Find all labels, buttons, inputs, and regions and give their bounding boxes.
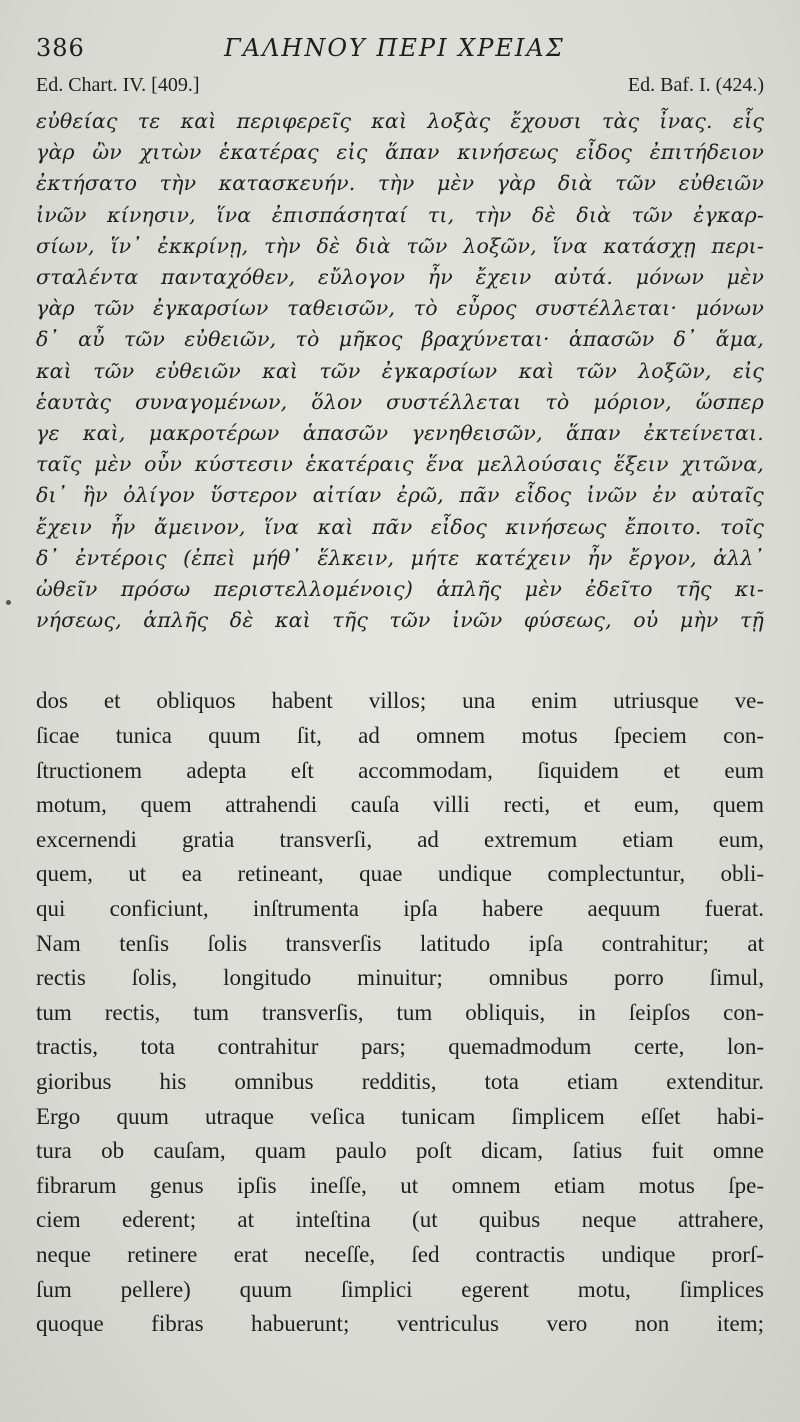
latin-text-block (36, 684, 764, 1341)
page-number: 386 (36, 34, 85, 62)
greek-line: ἐκτήσατο τὴν κατασκευήν. τὴν μὲν γὰρ διὰ τῶν εὐθειῶν (36, 171, 764, 196)
greek-line: ἔχειν ἦν ἄμεινον, ἵνα καὶ πᾶν εἶδος κινήσεως ἔποιτο. τοῖς (36, 514, 764, 539)
greek-line: σίων, ἵν᾽ ἐκκρίνῃ, τὴν δὲ διὰ τῶν λοξῶν, ἵνα κατάσχῃ περι- (36, 233, 764, 258)
greek-line: δ᾽ αὖ τῶν εὐθειῶν, τὸ μῆκος βραχύνεται· ἁπασῶν δ᾽ ἅμα, (36, 327, 764, 352)
running-title: ΓΑΛΗΝΟΥ ΠΕΡΙ ΧΡΕΙΑΣ (224, 34, 565, 62)
edition-left: Ed. Chart. IV. [409.] (36, 74, 200, 96)
latin-line: tum rectis, tum transverſis, tum obliquis, in ſeipſos con- (36, 999, 764, 1025)
latin-line: qui conficiunt, inſtrumenta ipſa habere aequum fuerat. (36, 896, 764, 922)
latin-line: fibrarum genus ipſis ineſſe, ut omnem etiam motus ſpe- (36, 1172, 764, 1198)
greek-line: καὶ τῶν εὐθειῶν καὶ τῶν ἐγκαρσίων καὶ τῶν λοξῶν, εἰς (36, 358, 764, 383)
greek-line: ἰνῶν κίνησιν, ἵνα ἐπισπάσηταί τι, τὴν δὲ διὰ τῶν ἐγκαρ- (36, 202, 764, 227)
latin-line: Nam tenſis ſolis transverſis latitudo ipſa contrahitur; at (36, 930, 764, 956)
latin-line: ciem ederent; at inteſtina (ut quibus neque attrahere, (36, 1207, 764, 1233)
margin-dot (6, 600, 11, 605)
greek-line: ταῖς μὲν οὖν κύστεσιν ἑκατέραις ἕνα μελλούσαις ἕξειν χιτῶνα, (36, 452, 764, 477)
latin-line: Ergo quum utraque veſica tunicam ſimplicem eſſet habi- (36, 1103, 764, 1129)
running-header (36, 34, 764, 68)
greek-line: γὰρ τῶν ἐγκαρσίων ταθεισῶν, τὸ εὖρος συστέλλεται· μόνων (36, 296, 764, 321)
greek-line: γὰρ ὢν χιτὼν ἑκατέρας εἰς ἅπαν κινήσεως εἶδος ἐπιτήδειον (36, 140, 764, 165)
greek-line: ὠθεῖν πρόσω περιστελλομένοις) ἁπλῆς μὲν ἐδεῖτο τῆς κι- (36, 577, 764, 602)
latin-line: rectis ſolis, longitudo minuitur; omnibus porro ſimul, (36, 965, 764, 991)
edition-references (36, 74, 764, 104)
latin-line: ſum pellere) quum ſimplici egerent motu, ſimplices (36, 1276, 764, 1302)
greek-line: εὐθείας τε καὶ περιφερεῖς καὶ λοξὰς ἔχουσι τὰς ἶνας. εἷς (36, 109, 764, 133)
latin-line: tractis, tota contrahitur pars; quemadmodum certe, lon- (36, 1034, 764, 1060)
latin-line: dos et obliquos habent villos; una enim utriusque ve- (36, 688, 764, 714)
greek-line: νήσεως, ἁπλῆς δὲ καὶ τῆς τῶν ἰνῶν φύσεως, οὐ μὴν τῇ (36, 608, 764, 633)
latin-line: motum, quem attrahendi cauſa villi recti, et eum, quem (36, 792, 764, 818)
latin-line: gioribus his omnibus redditis, tota etiam extenditur. (36, 1068, 764, 1094)
greek-line: ἑαυτὰς συναγομένων, ὅλον συστέλλεται τὸ μόριον, ὥσπερ (36, 389, 764, 414)
latin-line: ſicae tunica quum ſit, ad omnem motus ſpeciem con- (36, 723, 764, 749)
latin-line: ſtructionem adepta eſt accommodam, ſiquidem et eum (36, 757, 764, 783)
greek-line: δ᾽ ἐντέροις (ἐπεὶ μήθ᾽ ἕλκειν, μήτε κατέχειν ἦν ἔργον, ἀλλ᾽ (36, 545, 764, 570)
latin-line: neque retinere erat neceſſe, ſed contractis undique prorſ- (36, 1241, 764, 1267)
latin-line: tura ob cauſam, quam paulo poſt dicam, ſatius fuit omne (36, 1138, 764, 1164)
latin-line: quoque fibras habuerunt; ventriculus vero non item; (36, 1311, 764, 1337)
latin-line: quem, ut ea retineant, quae undique complectuntur, obli- (36, 861, 764, 887)
edition-right: Ed. Baf. I. (424.) (627, 74, 764, 96)
latin-line: excernendi gratia transverſi, ad extremum etiam eum, (36, 826, 764, 852)
greek-line: σταλέντα πανταχόθεν, εὔλογον ἦν ἔχειν αὐτά. μόνων μὲν (36, 265, 764, 290)
greek-line: δι᾽ ἣν ὀλίγον ὕστερον αἰτίαν ἐρῶ, πᾶν εἶδος ἰνῶν ἐν αὐταῖς (36, 483, 764, 508)
greek-text-block (36, 106, 764, 636)
greek-line: γε καὶ, μακροτέρων ἁπασῶν γενηθεισῶν, ἅπαν ἐκτείνεται. (36, 421, 764, 446)
